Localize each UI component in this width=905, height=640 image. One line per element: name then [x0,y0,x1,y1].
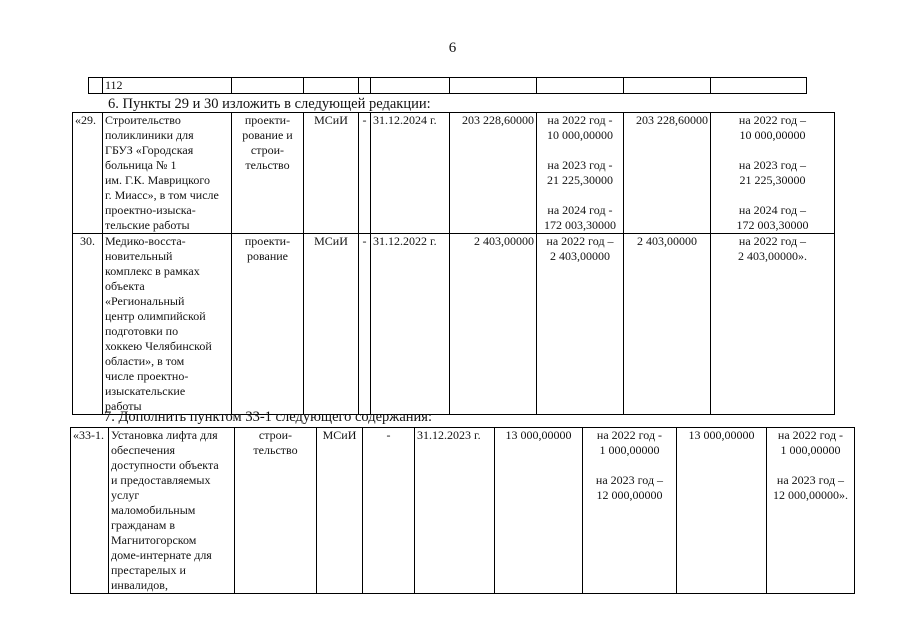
year-label: на 2023 год - [547,158,613,172]
year-label: на 2024 год – [738,203,807,217]
row-number: «29. [73,113,103,234]
year-value: 1 000,00000 [599,443,660,457]
year-value: 10 000,00000 [547,128,613,142]
customer: МСиИ [304,113,359,234]
page-number: 6 [448,40,457,56]
object-name: Строительство поликлиники для ГБУЗ «Городская больница № 1 им. Г.К. Маврицкого г. Миасс», в том числе проектно-изыска- тельские работы [103,113,232,234]
yearly-financing-2 [711,113,835,234]
year-value: 21 225,30000 [547,173,613,187]
table-row-30 [73,234,835,415]
yearly-financing-2 [767,428,855,594]
work-type: строи- тельство [235,428,317,594]
total-cost: 2 403,00000 [450,234,537,415]
yearly-financing-2 [711,234,835,415]
table-row-29 [73,113,835,234]
row-number: «33-1. [71,428,109,594]
year-value: 2 403,00000 [550,249,610,263]
row-number: 30. [73,234,103,415]
section-7-heading: 7. Дополнить пунктом 33-1 следующего содержания: [104,409,432,425]
table-row-33-1 [71,428,855,594]
table-section-7 [70,427,855,594]
year-value: 21 225,30000 [739,173,806,187]
total-cost-2: 13 000,00000 [677,428,767,594]
year-value: 2 403,00000». [738,249,807,263]
table-section-6 [72,112,835,415]
year-label: на 2022 год - [777,428,844,442]
work-type: проекти- рование и строи- тельство [232,113,304,234]
row-code: 112 [103,78,232,94]
yearly-financing [537,234,624,415]
year-value: 10 000,00000 [739,128,806,142]
year-label: на 2024 год - [547,203,613,217]
yearly-financing [583,428,677,594]
customer: МСиИ [304,234,359,415]
deadline: 31.12.2024 г. [371,113,450,234]
year-value: 12 000,00000 [596,488,663,502]
year-label: на 2022 год – [546,234,614,248]
dash: - [363,428,415,594]
year-label: на 2023 год – [595,473,664,487]
total-cost-2: 2 403,00000 [624,234,711,415]
year-value: 1 000,00000 [780,443,841,457]
table-row-112 [88,77,807,94]
year-label: на 2022 год - [596,428,663,442]
section-6-heading: 6. Пункты 29 и 30 изложить в следующей редакции: [108,96,431,112]
total-cost: 203 228,60000 [450,113,537,234]
year-label: на 2023 год – [776,473,845,487]
year-value: 12 000,00000». [773,488,848,502]
total-cost-2: 203 228,60000 [624,113,711,234]
deadline: 31.12.2022 г. [371,234,450,415]
yearly-financing [537,113,624,234]
dash: - [359,113,371,234]
year-value: 172 003,30000 [544,218,616,232]
year-value: 172 003,30000 [736,218,809,232]
year-label: на 2022 год – [738,234,807,248]
deadline: 31.12.2023 г. [415,428,495,594]
dash: - [359,234,371,415]
year-label: на 2023 год – [738,158,807,172]
total-cost: 13 000,00000 [495,428,583,594]
object-name: Медико-восста- новительный комплекс в рамках объекта «Региональный центр олимпийской подготовки по хоккею Челябинской области», в том числе проектно- изыскательские работы [103,234,232,415]
customer: МСиИ [317,428,363,594]
year-label: на 2022 год - [547,113,613,127]
object-name: Установка лифта для обеспечения доступности объекта и предоставляемых услуг маломобильным гражданам в Магнитогорском доме-интернате для престарелых и инвалидов, [109,428,235,594]
year-label: на 2022 год – [738,113,807,127]
work-type: проекти- рование [232,234,304,415]
